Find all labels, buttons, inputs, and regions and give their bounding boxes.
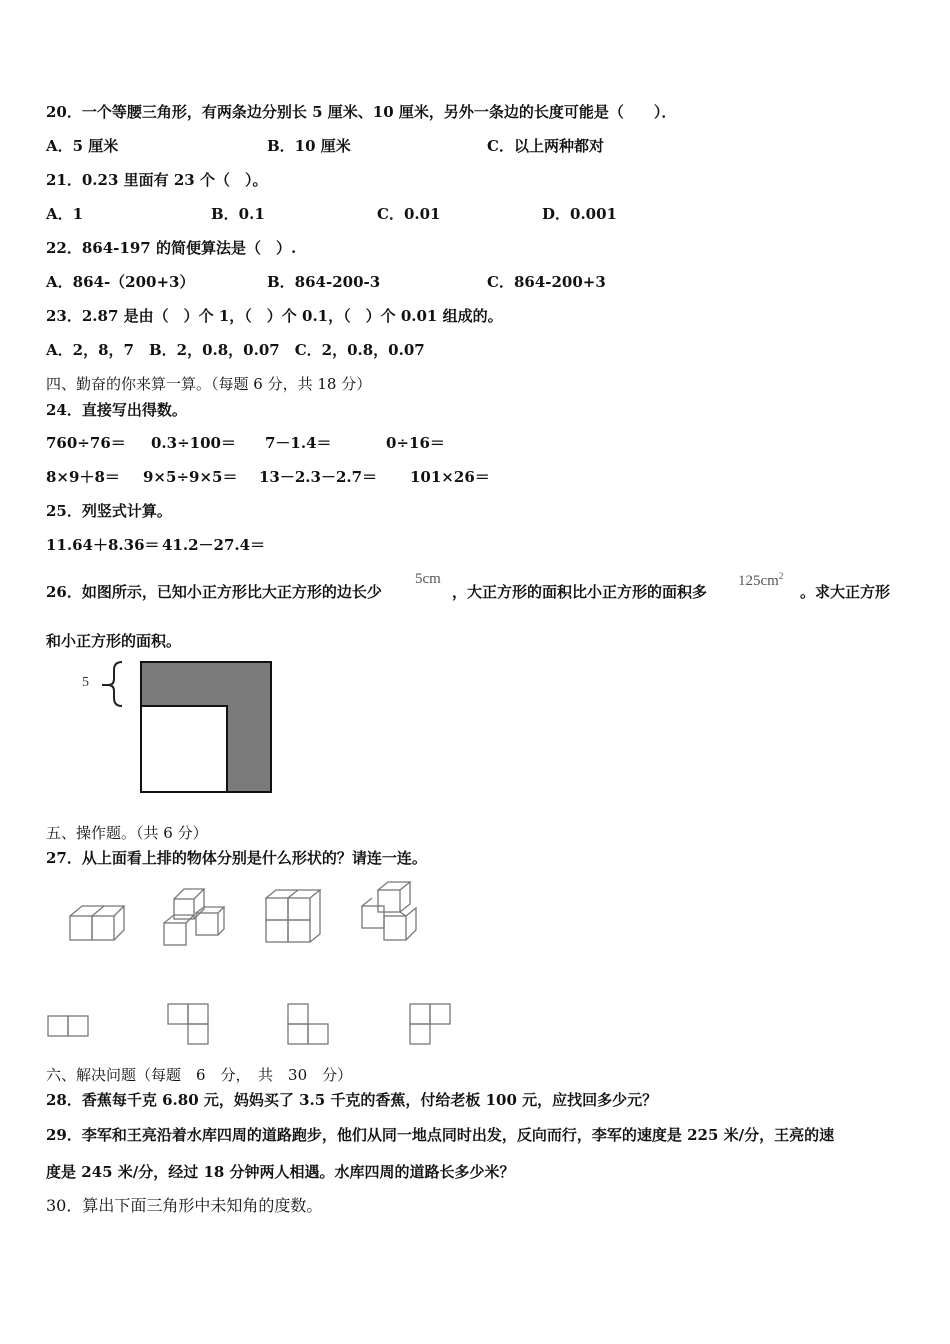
q20-option-b: B．10 厘米 xyxy=(267,137,351,155)
q20-stem: 20．一个等腰三角形，有两条边分别长 5 厘米、10 厘米，另外一条边的长度可能是（ ）． xyxy=(46,103,677,121)
q26-text-line2: 和小正方形的面积。 xyxy=(46,632,182,650)
cube-object-4 xyxy=(356,878,426,946)
q24-expr-6: 9×5÷9×5＝ xyxy=(143,468,238,486)
q24-expr-1: 760÷76＝ xyxy=(46,434,126,452)
q26-text-a: 26．如图所示，已知小正方形比大正方形的边长少 xyxy=(46,583,382,601)
squares-figure xyxy=(96,658,276,798)
q25-expr-1: 11.64＋8.36＝ xyxy=(46,536,160,554)
q21-stem: 21．0.23 里面有 23 个（ ）。 xyxy=(46,171,268,189)
q24-stem: 24．直接写出得数。 xyxy=(46,401,187,419)
q21-option-c: C．0.01 xyxy=(377,205,441,223)
q26-unit-125cm2: $125cm^2$ xyxy=(738,571,784,589)
q20-option-a: A．5 厘米 xyxy=(46,137,119,155)
section5-title: 五、操作题。（共 6 分） xyxy=(46,824,208,842)
q25-expr-2: 41.2－27.4＝ xyxy=(162,536,266,554)
q24-expr-2: 0.3÷100＝ xyxy=(151,434,236,452)
q29-line1: 29．李军和王亮沿着水库四周的道路跑步，他们从同一地点同时出发，反向而行，李军的速度是 225 米/分，王亮的速 xyxy=(46,1126,835,1144)
q22-option-c: C．864-200+3 xyxy=(487,273,606,291)
q22-option-b: B．864-200-3 xyxy=(267,273,381,291)
q24-expr-7: 13－2.3－2.7＝ xyxy=(259,468,378,486)
q30-stem: 30．算出下面三角形中未知角的度数。 xyxy=(46,1196,323,1215)
q29-line2: 度是 245 米/分，经过 18 分钟两人相遇。水库四周的道路长多少米？ xyxy=(46,1163,515,1181)
q26-text-b: ，大正方形的面积比小正方形的面积多 xyxy=(452,583,708,601)
q27-stem: 27．从上面看上排的物体分别是什么形状的？请连一连。 xyxy=(46,849,427,867)
cube-object-2 xyxy=(160,885,230,949)
q26-unit-5cm: 5cm xyxy=(415,571,441,587)
cube-object-3 xyxy=(262,886,324,948)
small-square xyxy=(141,706,227,792)
q23-options: A．2，8，7 B．2，0.8，0.07 C．2，0.8，0.07 xyxy=(46,341,425,359)
q25-stem: 25．列竖式计算。 xyxy=(46,502,172,520)
section4-title: 四、勤奋的你来算一算。（每题 6 分，共 18 分） xyxy=(46,375,372,393)
q20-option-c: C．以上两种都对 xyxy=(487,137,604,155)
q24-expr-5: 8×9＋8＝ xyxy=(46,468,120,486)
q26-text-c: 。求大正方形 xyxy=(800,583,891,601)
q24-expr-8: 101×26＝ xyxy=(410,468,490,486)
section6-title: 六、解决问题（每题 6 分， 共 30 分） xyxy=(46,1066,353,1084)
q22-option-a: A．864-（200+3） xyxy=(46,273,195,291)
brace-icon xyxy=(102,662,122,706)
q21-option-d: D．0.001 xyxy=(542,205,617,223)
top-view-shape-2 xyxy=(164,1002,212,1048)
q22-stem: 22．864-197 的简便算法是（ ）. xyxy=(46,239,297,257)
q24-expr-4: 0÷16＝ xyxy=(386,434,445,452)
figure-label-5: 5 xyxy=(82,675,89,690)
top-view-shape-1 xyxy=(46,1012,92,1040)
top-view-shape-3 xyxy=(284,1002,334,1048)
top-view-shape-4 xyxy=(406,1002,456,1048)
q24-expr-3: 7－1.4＝ xyxy=(265,434,332,452)
q28-stem: 28．香蕉每千克 6.80 元，妈妈买了 3.5 千克的香蕉，付给老板 100 元，应找回多少元？ xyxy=(46,1091,658,1109)
q23-stem: 23．2.87 是由（ ）个 1，（ ）个 0.1，（ ）个 0.01 组成的。 xyxy=(46,307,503,325)
q21-option-a: A．1 xyxy=(46,205,84,223)
q21-option-b: B．0.1 xyxy=(211,205,265,223)
cube-object-1 xyxy=(66,898,126,946)
